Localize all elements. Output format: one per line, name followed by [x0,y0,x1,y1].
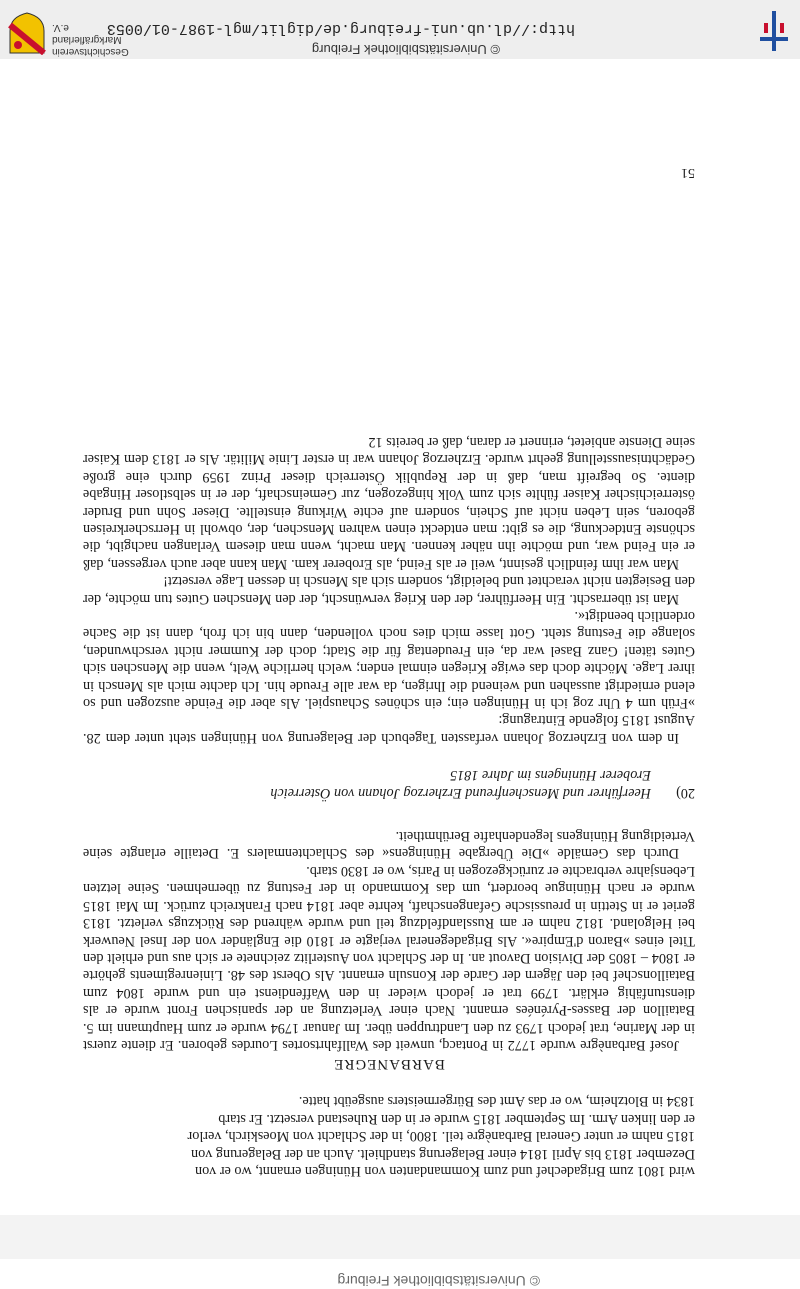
viewer-top-credit: © Universitätsbibliothek Freiburg [337,1273,540,1289]
quote-diary: »Früh um 4 Uhr zog ich in Hüningen ein; ein schönes Schauspiel. Als aber die Feinde auszogen und so elend erniedrigt aussahen und weinend die Ihrigen, da war alle Freude hin. Ich dachte mich als Mensch in ihrer Lage. Möchte doch das ewige Kriegen einmal enden; welch herrliche Welt, wenn die Menschen sich Gutes täten! Ganz Basel war da, ein Freudentag für die Stadt; doch der Kummer nicht verschwunden, solange die Festung steht. Gott lasse mich dies noch vollenden, dann bin ich froh, dann ist die Sache ordentlich beendigt«. [83,608,695,712]
intro-line-3: 1815 nahm er unter General Barbanègre teil. 1800, in der Schlacht von Moeskirch, verlor [187,1128,695,1145]
paragraph-feindlich: Man war ihm feindlich gesinnt, weil er als Feind, als Eroberer kam. Man kann aber auch vergessen, daß er ein Feind war, und möchte ihn näher kennen. Man macht, wenn man diesem Verlangen nachgibt, die schönste Entdeckung, die es gibt: man entdeckt einen wahren Menschen, der, obwohl in Herrscherkreisen geboren, sein Leben nicht auf Schein, sondern auf echte Wirkung einstellte. Dieser Sohn und Bruder österreichischer Kaiser fühlte sich zum Volk hingezogen, zur Gemeinschaft, der er in selbstloser Hingabe diente. So begreift man, daß in der Republik Österreich dieser Prinz 1959 durch eine große Gedächtnisausstellung geehrt wurde. Erzherzog Johann war in erster Linie Militär. Als er 1813 dem Kaiser seine Dienste anbietet, erinnert er daran, daß er bereits 12 [83,433,695,572]
paragraph-tagebuch: In dem von Erzherzog Johann verfassten Tagebuch der Belagerung von Hüningen steht unter dem 28. August 1815 folgende Eintragung: [83,712,695,746]
ub-freiburg-logo-icon [756,7,792,55]
paragraph-gemaelde: Durch das Gemälde »Die Übergabe Hüningens« des Schlachtenmalers E. Detaille erlangte seine Verteidigung Hüningens legendenhafte Berühmtheit. [83,828,695,862]
intro-line-4: er den linken Arm. Im September 1815 wurde er in den Ruhestand versetzt. Er starb [218,1110,695,1127]
permalink-url[interactable]: http://dl.ub.uni-freiburg.de/diglit/mgl-1987-01/0053 [106,20,575,37]
section-heading-barbanegre: BARBANEGRE [333,1055,445,1072]
section-title-text: Heerführer und Menschenfreund Erzherzog Johann von Österreich [270,784,651,801]
page-content [83,433,695,1179]
viewer-footer [0,0,800,59]
section-number: 20) [676,784,695,801]
society-line-2: Markgräflerland e.V. [52,22,122,45]
society-line-1: Geschichtsverein [52,46,129,57]
library-credit: © Universitätsbibliothek Freiburg [311,42,500,57]
society-crest-icon [8,11,46,55]
intro-line-1: wird 1801 zum Brigadechef und zum Kommandanten von Hüningen ernannt, wo er von [195,1163,695,1179]
intro-line-2: Dezember 1813 bis April 1814 einer Belagerung standhielt. Auch an der Belagerung von [191,1145,695,1162]
page-number: 51 [681,165,695,180]
viewer-top-strip [0,1215,800,1289]
paragraph-barbanegre: Josef Barbanègre wurde 1772 in Pontacq, unweit des Wallfahrtsortes Lourdes geboren. Er diente zuerst in der Marine, trat jedoch 1793 zu den Landtruppen über. Im Januar 1794 wurde er zum Hauptmann im 5. Bataillon der Basses-Pyrénées ernannt. Nach einer Verletzung an der spanischen Front wurde er als dienstunfähig erklärt. 1799 trat er jedoch wieder in den Waffendienst ein und wurde 1804 zum Bataillonschef bei den Jägern der Garde der Konsuln ernannt. Als Oberst des 48. Linienregiments gehörte er 1804 – 1805 der Division Davout an. In der Schlacht von Austerlitz zeichnete er sich aus und erhielt den Titel eines »Baron d'Empire«. Als Brigadegeneral verjagte er 1810 die Engländer von der Insel Neuwerk bei Helgoland. 1812 nahm er am Russlandfeldzug teil und wurde während des Rückzugs verletzt. 1813 geriet er in Stettin in preussische Gefangenschaft, kehrte aber 1814 nach Frankreich zurück. Im Mai 1815 wurde er nach Hüningue beordert, um das Kommando in der Festung zu übernehmen. Seine letzten Lebensjahre verbrachte er zurückgezogen in Paris, wo er 1830 starb. [83,862,695,1053]
section-title-erzherzog [83,783,695,800]
section-subtitle: Eroberer Hüningens im Jahre 1815 [450,767,651,784]
paragraph-mensch: Man ist überrascht. Ein Heerführer, der den Krieg verwünscht, der den Menschen Gutes tun möchte, der den Besiegten nicht verachtet und beleidigt, sondern sich als Mensch in dessen Lage versetzt! [83,573,695,607]
intro-line-5: 1834 in Blotzheim, wo er das Amt des Bürgermeisters ausgeübt hatte. [298,1093,695,1110]
society-name [52,21,132,57]
